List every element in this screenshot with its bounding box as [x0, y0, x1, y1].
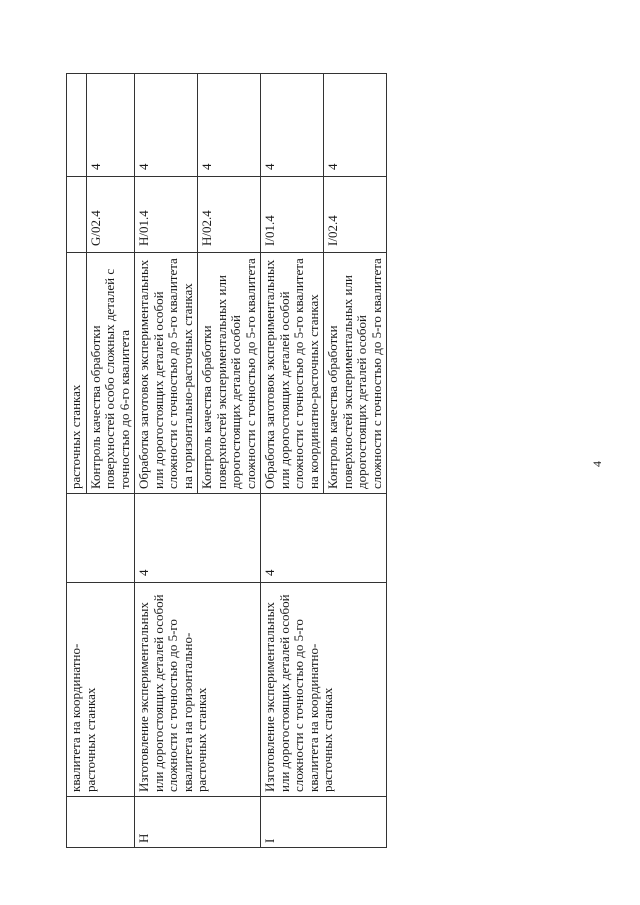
row-name: квалитета на координатно-расточных станках [67, 583, 135, 797]
function-code: H/02.4 [198, 177, 261, 253]
function-level [67, 74, 87, 177]
row-code: I [261, 797, 387, 848]
row-level: 4 [261, 494, 387, 583]
page-number: 4 [590, 461, 604, 467]
function-name: Обработка заготовок экспериментальных или дорогостоящих деталей особой сложности с точностью до 5-го квалитета на координатно-расточных станках [261, 253, 324, 494]
function-code [67, 177, 87, 253]
function-level: 4 [198, 74, 261, 177]
row-level: 4 [135, 494, 261, 583]
function-name: Обработка заготовок экспериментальных или дорогостоящих деталей особой сложности с точностью до 5-го квалитета на горизонтально-расточных станках [135, 253, 198, 494]
function-name: Контроль качества обработки поверхностей экспериментальных или дорогостоящих деталей особой сложности с точностью до 5-го квалитета [324, 253, 387, 494]
function-code: I/02.4 [324, 177, 387, 253]
function-name: расточных станках [67, 253, 87, 494]
function-code: H/01.4 [135, 177, 198, 253]
qualification-table [66, 73, 387, 848]
row-code [67, 797, 135, 848]
function-level: 4 [261, 74, 324, 177]
function-code: I/01.4 [261, 177, 324, 253]
row-name: Изготовление экспериментальных или дорогостоящих деталей особой сложности с точностью до 5-го квалитета на горизонтально-расточных станках [135, 583, 261, 797]
table-row [135, 74, 198, 848]
function-level: 4 [86, 74, 135, 177]
table-row [67, 74, 87, 848]
row-code: H [135, 797, 261, 848]
function-level: 4 [324, 74, 387, 177]
function-name: Контроль качества обработки поверхностей особо сложных деталей с точностью до 6-го квалитета [86, 253, 135, 494]
function-level: 4 [135, 74, 198, 177]
row-name: Изготовление экспериментальных или дорогостоящих деталей особой сложности с точностью до 5-го квалитета на координатно-расточных станках [261, 583, 387, 797]
function-code: G/02.4 [86, 177, 135, 253]
function-name: Контроль качества обработки поверхностей экспериментальных или дорогостоящих деталей особой сложности с точностью до 5-го квалитета [198, 253, 261, 494]
row-level [67, 494, 135, 583]
table-row [261, 74, 324, 848]
